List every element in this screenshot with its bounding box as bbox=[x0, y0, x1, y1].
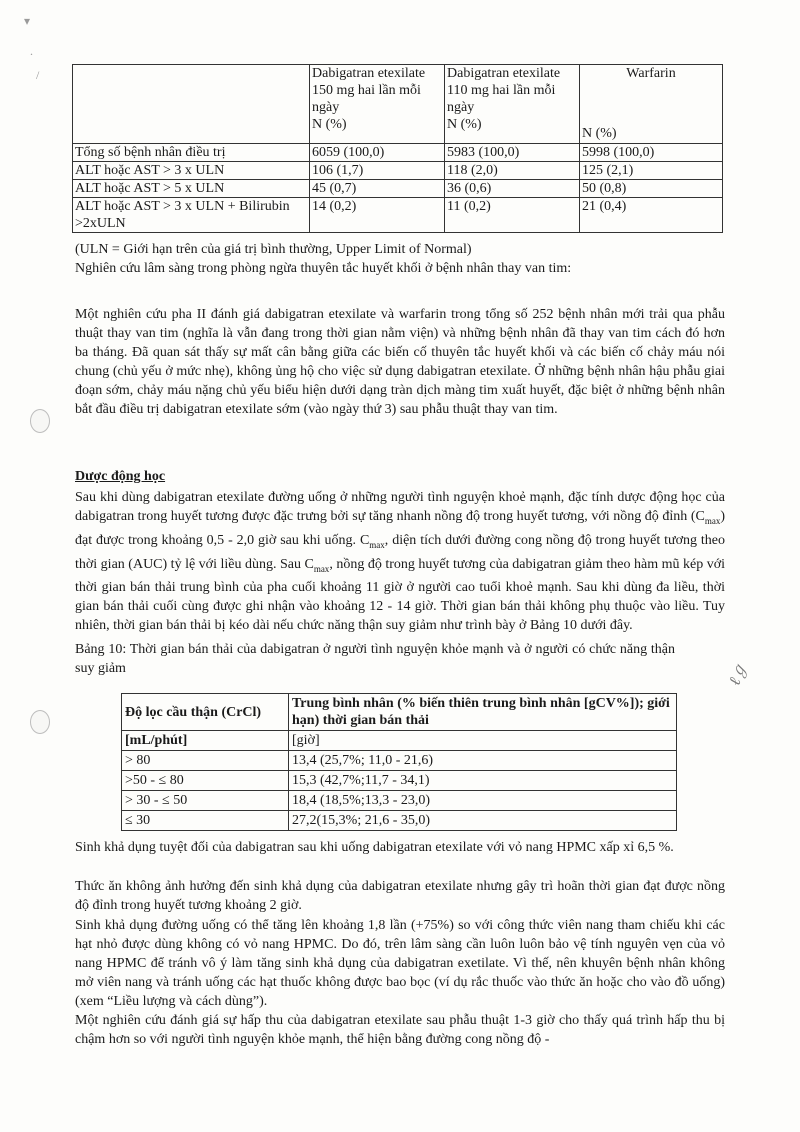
header-cell bbox=[445, 65, 580, 144]
table-cell: 18,4 (18,5%;13,3 - 23,0) bbox=[289, 791, 677, 811]
header-cell: Trung bình nhân (% biến thiên trung bình nhân [gCV%]); giới hạn) thời gian bán thải bbox=[289, 694, 677, 731]
table-cell: >50 - ≤ 80 bbox=[122, 771, 289, 791]
table-cell: ALT hoặc AST > 3 x ULN bbox=[73, 162, 310, 180]
pk-text: , nồng độ trong huyết tương của dabigatran giảm theo hàm mũ kép với thời gian bán thải trung bình của pha cuối khoảng 11 giờ ở người cao tuổi khoẻ mạnh. Sau khi dùng đa liều, thời gian bán thải cuối cùng được ghi nhận vào khoảng 12 - 14 giờ. Thời gian bán thải không phụ thuộc vào liều. Tuy nhiên, thời gian bán thải bị kéo dài nếu chức năng thận suy giảm như trình bày ở Bảng 10 dưới đây. bbox=[75, 556, 725, 634]
table-cell: 13,4 (25,7%; 11,0 - 21,6) bbox=[289, 751, 677, 771]
header-cell bbox=[73, 65, 310, 144]
pk-subscript: max bbox=[369, 539, 385, 550]
table-unit-row bbox=[122, 731, 677, 751]
table-cell: 6059 (100,0) bbox=[310, 144, 445, 162]
table-row bbox=[122, 791, 677, 811]
table-cell: 36 (0,6) bbox=[445, 180, 580, 198]
punch-hole-icon bbox=[30, 710, 50, 734]
header-label: Dabigatran etexilate 150 mg hai lần mỗi ngày bbox=[312, 66, 426, 115]
capsule-paragraph: Sinh khả dụng đường uống có thể tăng lên khoảng 1,8 lần (+75%) so với công thức viên nang tham chiếu khi các hạt nhỏ được dùng không có vỏ nang HPMC. Do đó, trên lâm sàng cần luôn luôn bảo vệ tính nguyên vẹn của vỏ nang HPMC để tránh vô ý làm tăng sinh khả dụng của dabigatran exetilate. Vì thế, nên khuyên bệnh nhân không mở viên nang và tránh uống các hạt thuốc không được bao bọc (ví dụ rắc thuốc vào thức ăn hoặc cho vào đồ uống) (xem “Liều lượng và cách dùng”). bbox=[75, 918, 725, 1009]
table-row bbox=[73, 162, 723, 180]
table-cell: 21 (0,4) bbox=[580, 198, 723, 233]
header-label: Warfarin bbox=[626, 66, 676, 81]
table-cell: 27,2(15,3%; 21,6 - 35,0) bbox=[289, 811, 677, 831]
pk-text: , diện tích dưới đường cong nồng độ trong huyết tương theo thời gian (AUC) tỷ lệ với liều dùng. Sau C bbox=[75, 532, 725, 572]
handwritten-initials: ℓℊ bbox=[726, 660, 751, 688]
scan-mark: ▾ bbox=[24, 14, 31, 28]
liver-enzyme-table bbox=[72, 64, 723, 233]
pk-subscript: max bbox=[704, 515, 721, 526]
table-cell: Tổng số bệnh nhân điều trị bbox=[73, 144, 310, 162]
table-cell: > 80 bbox=[122, 751, 289, 771]
table-row bbox=[122, 811, 677, 831]
valve-study-title: Nghiên cứu lâm sàng trong phòng ngừa thuyên tắc huyết khối ở bệnh nhân thay van tim: bbox=[75, 261, 572, 276]
table-cell: 45 (0,7) bbox=[310, 180, 445, 198]
header-unit: N (%) bbox=[447, 117, 482, 132]
table-cell: 125 (2,1) bbox=[580, 162, 723, 180]
table-cell: ≤ 30 bbox=[122, 811, 289, 831]
table-cell: 15,3 (42,7%;11,7 - 34,1) bbox=[289, 771, 677, 791]
header-unit: N (%) bbox=[582, 126, 617, 141]
table-row bbox=[73, 180, 723, 198]
table-cell: 5998 (100,0) bbox=[580, 144, 723, 162]
table10-caption: Bảng 10: Thời gian bán thải của dabigatran ở người tình nguyện khỏe mạnh và ở người có chức năng thận suy giảm bbox=[75, 642, 675, 676]
table-cell: 11 (0,2) bbox=[445, 198, 580, 233]
table-cell: > 30 - ≤ 50 bbox=[122, 791, 289, 811]
pk-text: ) đạt được trong khoảng 0,5 - 2,0 giờ sau khi uống. C bbox=[75, 509, 725, 548]
pharmacokinetics-heading: Dược động học bbox=[75, 469, 166, 484]
punch-hole-icon bbox=[30, 409, 50, 433]
scan-mark: . bbox=[30, 44, 33, 58]
table-cell: 50 (0,8) bbox=[580, 180, 723, 198]
food-effect-paragraph: Thức ăn không ảnh hưởng đến sinh khả dụng của dabigatran etexilate nhưng gây trì hoãn thời gian đạt được nồng độ đỉnh trong huyết tương khoảng 2 giờ. bbox=[75, 879, 725, 913]
table-cell: 5983 (100,0) bbox=[445, 144, 580, 162]
table-cell: 14 (0,2) bbox=[310, 198, 445, 233]
header-label: Dabigatran etexilate 110 mg hai lần mỗi ngày bbox=[447, 66, 561, 115]
scan-mark: / bbox=[36, 68, 40, 82]
bioavailability-paragraph: Sinh khả dụng tuyệt đối của dabigatran sau khi uống dabigatran etexilate với vỏ nang HPMC xấp xỉ 6,5 %. bbox=[75, 840, 674, 855]
header-cell: Độ lọc cầu thận (CrCl) bbox=[122, 694, 289, 731]
table-row bbox=[73, 144, 723, 162]
absorption-paragraph: Một nghiên cứu đánh giá sự hấp thu của dabigatran etexilate sau phẫu thuật 1-3 giờ cho thấy quá trình hấp thu bị chậm hơn so với người tình nguyện khỏe mạnh, thể hiện bằng đường cong nồng độ - bbox=[75, 1013, 725, 1047]
half-life-table bbox=[121, 693, 677, 831]
header-unit: N (%) bbox=[312, 117, 347, 132]
table-cell: 106 (1,7) bbox=[310, 162, 445, 180]
header-cell bbox=[580, 65, 723, 144]
table-cell: 118 (2,0) bbox=[445, 162, 580, 180]
table-header-row bbox=[122, 694, 677, 731]
table-cell: ALT hoặc AST > 5 x ULN bbox=[73, 180, 310, 198]
table-row bbox=[122, 751, 677, 771]
pharmacokinetics-paragraph bbox=[75, 488, 725, 635]
table-header-row bbox=[73, 65, 723, 144]
table-row bbox=[73, 198, 723, 233]
unit-cell: [mL/phút] bbox=[122, 731, 289, 751]
pk-subscript: max bbox=[313, 563, 330, 574]
table-row bbox=[122, 771, 677, 791]
unit-cell: [giờ] bbox=[289, 731, 677, 751]
uln-note: (ULN = Giới hạn trên của giá trị bình thường, Upper Limit of Normal) bbox=[75, 242, 472, 257]
table-cell: ALT hoặc AST > 3 x ULN + Bilirubin >2xULN bbox=[73, 198, 310, 233]
header-cell bbox=[310, 65, 445, 144]
pk-text: Sau khi dùng dabigatran etexilate đường uống ở những người tình nguyện khoẻ mạnh, đặc tính dược động học của dabigatran trong huyết tương được đặc trưng bởi sự tăng nhanh nồng độ trong huyết tương, với nồng độ đỉnh (C bbox=[75, 490, 725, 524]
valve-study-paragraph: Một nghiên cứu pha II đánh giá dabigatran etexilate và warfarin trong tổng số 252 bệnh nhân mới trải qua phẫu thuật thay van tim (nghĩa là vẫn đang trong thời gian nằm viện) và những bệnh nhân đã thay van tim cách đó hơn ba tháng. Đã quan sát thấy sự mất cân bằng giữa các biến cố thuyên tắc huyết khối và các biến cố chảy máu nói chung (chủ yếu ở mức nhẹ), không ủng hộ cho việc sử dụng dabigatran etexilate. Ở những bệnh nhân hậu phẫu giai đoạn sớm, chảy máu nặng chủ yếu biểu hiện dưới dạng tràn dịch màng tim xuất huyết, đặc biệt ở những bệnh nhân bắt đầu điều trị dabigatran etexilate sớm (vào ngày thứ 3) sau phẫu thuật thay van tim. bbox=[75, 307, 725, 417]
